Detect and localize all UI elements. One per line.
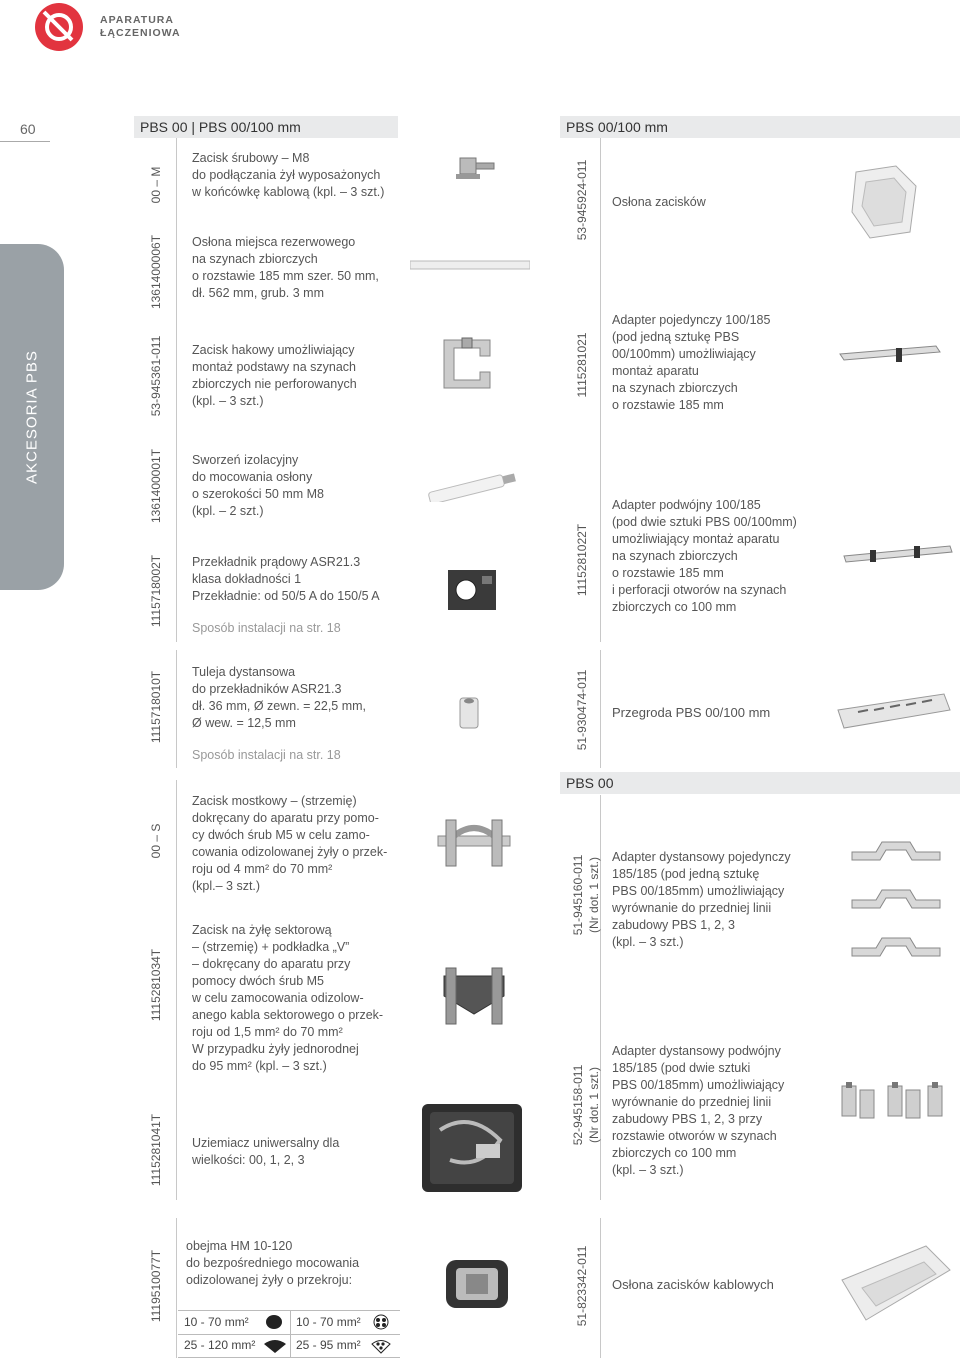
terminal-cover-icon	[846, 162, 922, 242]
cable-terminal-cover-icon	[836, 1240, 956, 1330]
install-note: Sposób instalacji na str. 18	[192, 621, 341, 635]
page-number: 60	[20, 121, 36, 137]
product-code: 53-945924-011	[575, 159, 589, 241]
product-code: 00 – M	[149, 166, 163, 204]
spacer-adapter-icon	[846, 832, 946, 972]
double-adapter-icon	[840, 538, 956, 570]
sector-conductor-icon	[262, 1338, 288, 1354]
product-code: 1115281022T	[575, 523, 589, 597]
table-rule	[178, 1357, 400, 1358]
left-divider	[176, 780, 177, 1200]
product-description: Przekładnik prądowy ASR21.3 klasa dokładności 1 Przekładnie: od 50/5 A do 150/5 A	[192, 555, 380, 603]
product-code: 51-823342-011	[575, 1245, 589, 1327]
brand-name	[100, 14, 181, 40]
spec-cell: 10 - 70 mm²	[296, 1315, 361, 1329]
product-description: Adapter pojedynczy 100/185 (pod jedną sztukę PBS 00/100mm) umożliwiający montaż aparatu na szynach zbiorczych o rozstawie 185 mm	[612, 313, 771, 412]
product-description: Sworzeń izolacyjny do mocowania osłony o szerokości 50 mm M8 (kpl. – 2 szt.)	[192, 453, 324, 518]
grounding-kit-icon	[420, 1100, 524, 1196]
single-adapter-icon	[836, 340, 946, 370]
product-description: Adapter podwójny 100/185 (pod dwie sztuki PBS 00/100mm) umożliwiający montaż aparatu na szynach zbiorczych o rozstawie 185 mm i perforacji otworów na szynach zbiorczych co 100 mm	[612, 498, 797, 614]
side-tab-label: AKCESORIA PBS	[23, 350, 41, 484]
product-description: Osłona zacisków kablowych	[612, 1277, 774, 1292]
product-code: 51-930474-011	[575, 669, 589, 751]
product-description: Tuleja dystansowa do przekładników ASR21.3 dł. 36 mm, Ø zewn. = 22,5 mm, Ø wew. = 12,5 mm	[192, 665, 367, 730]
product-code: 1115281034T	[149, 948, 163, 1022]
brand-logo-icon	[34, 2, 84, 52]
product-code: 1361400006T	[149, 234, 163, 310]
insulating-pin-icon	[424, 472, 520, 502]
hook-clamp-icon	[436, 334, 498, 394]
table-rule	[178, 1334, 400, 1335]
product-code: 1115281041T	[149, 1113, 163, 1187]
product-code: 51-945160-011 (Nr dot. 1 szt.)	[571, 854, 601, 936]
spec-cell: 10 - 70 mm²	[184, 1315, 249, 1329]
left-section-header: PBS 00 | PBS 00/100 mm	[134, 116, 398, 138]
right-section-header: PBS 00/100 mm	[560, 116, 960, 138]
pbs00-section-header: PBS 00	[560, 772, 960, 794]
right-divider	[600, 650, 601, 768]
product-description: Zacisk hakowy umożliwiający montaż podstawy na szynach zbiorczych nie perforowanych (kpl. – 3 szt.)	[192, 343, 357, 408]
stranded-conductor-icon	[370, 1314, 392, 1330]
product-description: Zacisk mostkowy – (strzemię) dokręcany do aparatu przy pomo- cy dwóch śrub M5 w celu zamo- cowania odizolowanej żyły o przek- roju od 4 mm² do 70 mm² (kpl.– 3 szt.)	[192, 794, 388, 893]
product-description: Przegroda PBS 00/100 mm	[612, 705, 771, 720]
product-code: 53-945361-011	[149, 335, 163, 417]
product-code: 1115718002T	[149, 554, 163, 628]
right-divider	[600, 138, 601, 642]
round-conductor-icon	[266, 1315, 282, 1329]
product-description: Zacisk na żyłę sektorową – (strzemię) + podkładka „V” – dokręcany do aparatu przy pomocy dwóch śrub M5 w celu zamocowania odizolow- anego kabla sektorowego o przek- roju od 1,5 mm² do 70 mm² W przypadku żyły jednorodnej do 95 mm² (kpl. – 3 szt.)	[192, 923, 384, 1073]
product-code: 1115718010T	[149, 670, 163, 744]
product-code: 1119510077T	[149, 1249, 163, 1323]
product-description: Osłona miejsca rezerwowego na szynach zbiorczych o rozstawie 185 mm szer. 50 mm, dł. 562 mm, grub. 3 mm	[192, 235, 379, 300]
cable-clamp-icon	[442, 1254, 512, 1314]
product-code: 00 – S	[149, 823, 163, 859]
table-divider	[290, 1310, 291, 1358]
side-tab	[0, 244, 64, 590]
left-divider	[176, 650, 177, 768]
install-note: Sposób instalacji na str. 18	[192, 748, 341, 762]
screw-clamp-icon	[452, 150, 498, 196]
brand-line-2: ŁĄCZENIOWA	[100, 27, 181, 39]
double-spacer-adapter-icon	[838, 1080, 950, 1124]
brand-line-1: APARATURA	[100, 14, 174, 26]
bridge-clamp-icon	[434, 816, 514, 870]
right-divider	[600, 1218, 601, 1358]
product-code: 1115281021	[575, 332, 589, 398]
product-description: obejma HM 10-120 do bezpośredniego mocowania odizolowanej żyły o przekroju:	[186, 1239, 360, 1287]
table-rule	[178, 1310, 400, 1311]
product-description: Adapter dystansowy pojedynczy 185/185 (pod jedną sztukę PBS 00/185mm) umożliwiający wyrównanie do przedniej linii zabudowy PBS 1, 2, 3 (kpl. – 3 szt.)	[612, 850, 791, 949]
spec-cell: 25 - 120 mm²	[184, 1338, 256, 1352]
sector-clamp-icon	[436, 966, 512, 1026]
partition-icon	[834, 690, 954, 734]
spacer-sleeve-icon	[458, 696, 480, 730]
product-description: Zacisk śrubowy – M8 do podłączania żył wyposażonych w końcówkę kablową (kpl. – 3 szt.)	[192, 151, 385, 199]
current-transformer-icon	[446, 566, 498, 614]
left-divider	[176, 1218, 177, 1358]
product-description: Uziemiacz uniwersalny dla wielkości: 00, 1, 2, 3	[192, 1136, 340, 1167]
product-description: Osłona zacisków	[612, 195, 706, 209]
spec-cell: 25 - 95 mm²	[296, 1338, 361, 1352]
left-divider	[176, 138, 177, 642]
product-code: 1361400001T	[149, 448, 163, 524]
stranded-sector-conductor-icon	[370, 1338, 392, 1354]
page-number-rule	[0, 141, 50, 142]
product-code: 52-945158-011 (Nr dot. 1 szt.)	[571, 1064, 601, 1146]
cover-plate-icon	[410, 258, 530, 272]
product-description: Adapter dystansowy podwójny 185/185 (pod dwie sztuki PBS 00/185mm) umożliwiający wyrównanie do przedniej linii zabudowy PBS 1, 2, 3 przy rozstawie otworów w szynach zbiorczych co 100 mm (kpl. – 3 szt.)	[612, 1044, 785, 1177]
